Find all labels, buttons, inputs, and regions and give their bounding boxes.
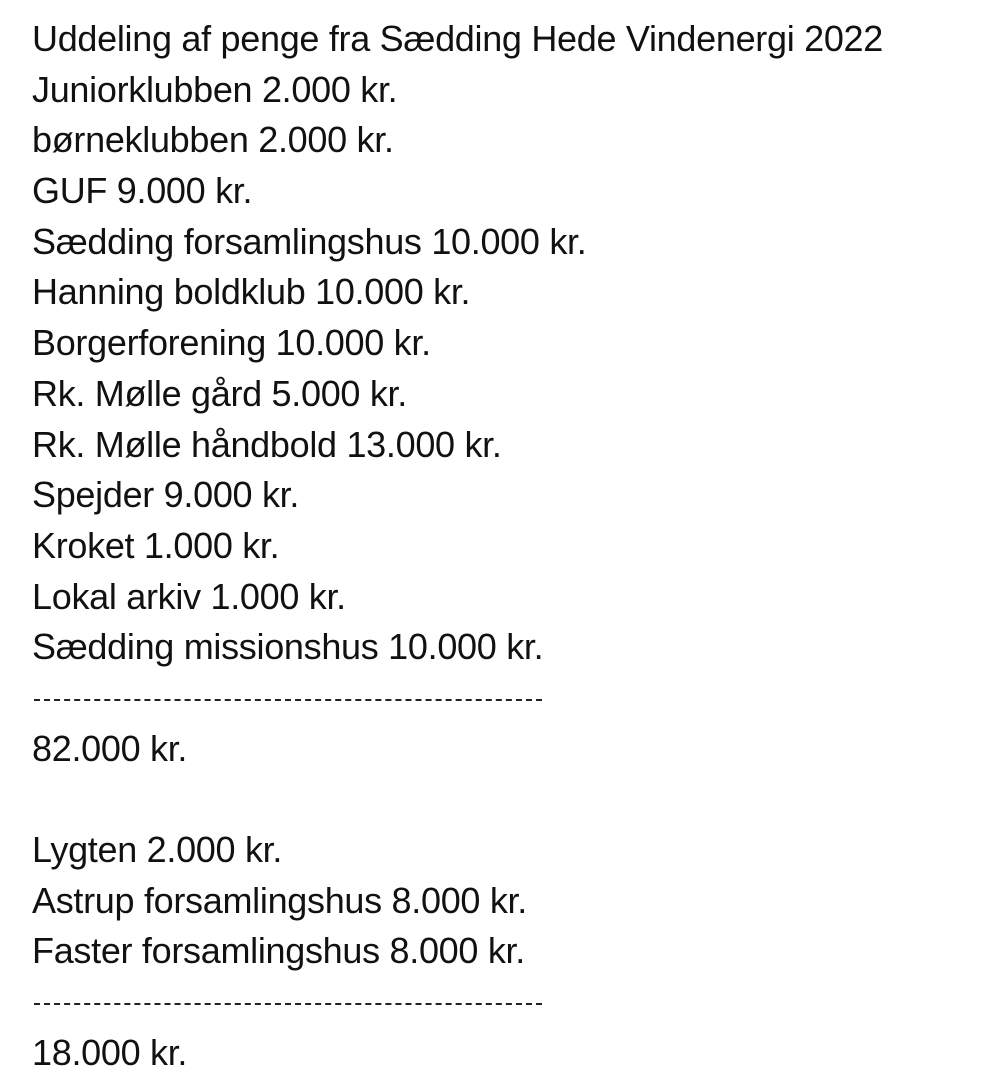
subtotal-1: 82.000 kr.	[32, 727, 188, 769]
dashed-rule	[34, 699, 542, 701]
list-item: Sædding missionshus 10.000 kr.	[32, 626, 544, 668]
list-item: Spejder 9.000 kr.	[32, 474, 300, 516]
list-item: børneklubben 2.000 kr.	[32, 119, 394, 161]
list-item: Sædding forsamlingshus 10.000 kr.	[32, 220, 587, 262]
list-item: Rk. Mølle håndbold 13.000 kr.	[32, 423, 502, 465]
document-title: Uddeling af penge fra Sædding Hede Vindenergi 2022	[32, 18, 883, 59]
list-item: GUF 9.000 kr.	[32, 170, 253, 212]
list-item: Lygten 2.000 kr.	[32, 829, 283, 870]
list-item: Kroket 1.000 kr.	[32, 524, 280, 566]
list-item: Astrup forsamlingshus 8.000 kr.	[32, 879, 527, 921]
spacer	[32, 774, 990, 825]
list-item: Rk. Mølle gård 5.000 kr.	[32, 372, 407, 414]
list-item: Juniorklubben 2.000 kr.	[32, 68, 398, 110]
list-item: Faster forsamlingshus 8.000 kr.	[32, 930, 525, 972]
separator-line	[32, 673, 990, 724]
separator-line	[32, 977, 990, 1028]
list-item: Lokal arkiv 1.000 kr.	[32, 575, 346, 617]
list-item: Hanning boldklub 10.000 kr.	[32, 271, 471, 313]
document-body	[32, 14, 990, 1078]
donation-list-2	[32, 825, 990, 977]
dashed-rule	[34, 1003, 542, 1005]
donation-list-1	[32, 65, 990, 673]
subtotal-2: 18.000 kr.	[32, 1031, 188, 1073]
list-item: Borgerforening 10.000 kr.	[32, 322, 431, 364]
